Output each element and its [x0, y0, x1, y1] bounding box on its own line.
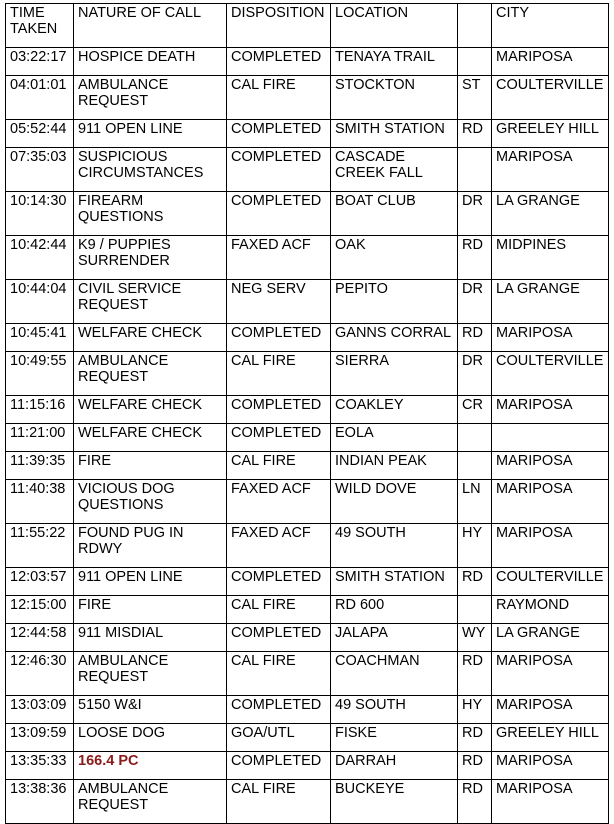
time-taken-cell: 10:14:30	[6, 192, 74, 236]
nature-of-call-cell: FOUND PUG IN RDWY	[74, 524, 227, 568]
disposition-cell: COMPLETED	[227, 324, 331, 352]
street-suffix-cell: DR	[458, 192, 492, 236]
street-suffix-cell: RD	[458, 324, 492, 352]
location-cell: CASCADE CREEK FALL	[331, 148, 458, 192]
city-cell	[492, 424, 609, 452]
header-nature-of-call: NATURE OF CALL	[74, 4, 227, 48]
nature-of-call-cell: AMBULANCE REQUEST	[74, 780, 227, 824]
disposition-cell: CAL FIRE	[227, 596, 331, 624]
time-taken-cell: 12:44:58	[6, 624, 74, 652]
disposition-cell: COMPLETED	[227, 696, 331, 724]
time-taken-cell: 05:52:44	[6, 120, 74, 148]
time-taken-cell: 11:39:35	[6, 452, 74, 480]
street-suffix-cell: RD	[458, 652, 492, 696]
time-taken-cell: 10:42:44	[6, 236, 74, 280]
header-city: CITY	[492, 4, 609, 48]
location-cell: STOCKTON	[331, 76, 458, 120]
time-taken-cell: 03:22:17	[6, 48, 74, 76]
location-cell: BOAT CLUB	[331, 192, 458, 236]
street-suffix-cell: WY	[458, 624, 492, 652]
city-cell: GREELEY HILL	[492, 724, 609, 752]
header-disposition: DISPOSITION	[227, 4, 331, 48]
nature-of-call-cell: AMBULANCE REQUEST	[74, 76, 227, 120]
city-cell: COULTERVILLE	[492, 76, 609, 120]
time-taken-cell: 13:09:59	[6, 724, 74, 752]
location-cell: 49 SOUTH	[331, 696, 458, 724]
disposition-cell: COMPLETED	[227, 424, 331, 452]
street-suffix-cell: DR	[458, 352, 492, 396]
city-cell: MARIPOSA	[492, 396, 609, 424]
table-row	[6, 148, 609, 192]
disposition-cell: NEG SERV	[227, 280, 331, 324]
street-suffix-cell: HY	[458, 696, 492, 724]
table-row	[6, 76, 609, 120]
nature-of-call-cell: CIVIL SERVICE REQUEST	[74, 280, 227, 324]
disposition-cell: COMPLETED	[227, 396, 331, 424]
location-cell: COACHMAN	[331, 652, 458, 696]
table-row	[6, 48, 609, 76]
disposition-cell: COMPLETED	[227, 48, 331, 76]
table-row	[6, 652, 609, 696]
street-suffix-cell: CR	[458, 396, 492, 424]
city-cell: MIDPINES	[492, 236, 609, 280]
street-suffix-cell: RD	[458, 724, 492, 752]
table-row	[6, 568, 609, 596]
city-cell: LA GRANGE	[492, 192, 609, 236]
time-taken-cell: 12:46:30	[6, 652, 74, 696]
location-cell: OAK	[331, 236, 458, 280]
city-cell: MARIPOSA	[492, 480, 609, 524]
city-cell: MARIPOSA	[492, 652, 609, 696]
disposition-cell: COMPLETED	[227, 192, 331, 236]
street-suffix-cell: HY	[458, 524, 492, 568]
street-suffix-cell	[458, 424, 492, 452]
disposition-cell: CAL FIRE	[227, 76, 331, 120]
disposition-cell: FAXED ACF	[227, 480, 331, 524]
city-cell: LA GRANGE	[492, 280, 609, 324]
nature-of-call-cell: FIREARM QUESTIONS	[74, 192, 227, 236]
header-street-suffix	[458, 4, 492, 48]
city-cell: LA GRANGE	[492, 624, 609, 652]
time-taken-cell: 11:21:00	[6, 424, 74, 452]
city-cell: MARIPOSA	[492, 324, 609, 352]
city-cell: GREELEY HILL	[492, 120, 609, 148]
location-cell: GANNS CORRAL	[331, 324, 458, 352]
location-cell: COAKLEY	[331, 396, 458, 424]
table-row	[6, 424, 609, 452]
city-cell: MARIPOSA	[492, 752, 609, 780]
location-cell: SMITH STATION	[331, 120, 458, 148]
header-row	[6, 4, 609, 48]
location-cell: PEPITO	[331, 280, 458, 324]
nature-of-call-cell: AMBULANCE REQUEST	[74, 652, 227, 696]
location-cell: TENAYA TRAIL	[331, 48, 458, 76]
call-log-table	[5, 3, 609, 824]
location-cell: JALAPA	[331, 624, 458, 652]
nature-of-call-cell: 5150 W&I	[74, 696, 227, 724]
street-suffix-cell	[458, 48, 492, 76]
location-cell: FISKE	[331, 724, 458, 752]
city-cell: MARIPOSA	[492, 148, 609, 192]
header-time-taken: TIME TAKEN	[6, 4, 74, 48]
table-row	[6, 352, 609, 396]
street-suffix-cell: RD	[458, 120, 492, 148]
nature-of-call-cell: WELFARE CHECK	[74, 424, 227, 452]
location-cell: BUCKEYE	[331, 780, 458, 824]
table-row	[6, 780, 609, 824]
table-row	[6, 452, 609, 480]
location-cell: RD 600	[331, 596, 458, 624]
street-suffix-cell: RD	[458, 780, 492, 824]
location-cell: EOLA	[331, 424, 458, 452]
table-row	[6, 192, 609, 236]
disposition-cell: CAL FIRE	[227, 352, 331, 396]
location-cell: SMITH STATION	[331, 568, 458, 596]
disposition-cell: COMPLETED	[227, 148, 331, 192]
disposition-cell: FAXED ACF	[227, 236, 331, 280]
time-taken-cell: 13:35:33	[6, 752, 74, 780]
disposition-cell: CAL FIRE	[227, 652, 331, 696]
disposition-cell: COMPLETED	[227, 120, 331, 148]
city-cell: MARIPOSA	[492, 780, 609, 824]
time-taken-cell: 11:40:38	[6, 480, 74, 524]
city-cell: MARIPOSA	[492, 524, 609, 568]
street-suffix-cell: RD	[458, 568, 492, 596]
nature-of-call-cell: K9 / PUPPIES SURRENDER	[74, 236, 227, 280]
time-taken-cell: 10:45:41	[6, 324, 74, 352]
disposition-cell: COMPLETED	[227, 568, 331, 596]
header-location: LOCATION	[331, 4, 458, 48]
time-taken-cell: 07:35:03	[6, 148, 74, 192]
table-row	[6, 524, 609, 568]
location-cell: WILD DOVE	[331, 480, 458, 524]
disposition-cell: CAL FIRE	[227, 780, 331, 824]
location-cell: SIERRA	[331, 352, 458, 396]
street-suffix-cell: ST	[458, 76, 492, 120]
nature-of-call-cell: LOOSE DOG	[74, 724, 227, 752]
time-taken-cell: 13:38:36	[6, 780, 74, 824]
table-row	[6, 120, 609, 148]
street-suffix-cell	[458, 148, 492, 192]
city-cell: MARIPOSA	[492, 452, 609, 480]
table-row	[6, 324, 609, 352]
table-row	[6, 480, 609, 524]
street-suffix-cell: LN	[458, 480, 492, 524]
nature-of-call-cell: HOSPICE DEATH	[74, 48, 227, 76]
city-cell: MARIPOSA	[492, 696, 609, 724]
street-suffix-cell: DR	[458, 280, 492, 324]
time-taken-cell: 12:03:57	[6, 568, 74, 596]
table-row	[6, 280, 609, 324]
table-row	[6, 752, 609, 780]
street-suffix-cell: RD	[458, 236, 492, 280]
time-taken-cell: 10:44:04	[6, 280, 74, 324]
nature-of-call-cell: WELFARE CHECK	[74, 324, 227, 352]
city-cell: RAYMOND	[492, 596, 609, 624]
nature-of-call-cell: FIRE	[74, 596, 227, 624]
nature-of-call-cell: 911 MISDIAL	[74, 624, 227, 652]
city-cell: COULTERVILLE	[492, 568, 609, 596]
time-taken-cell: 11:55:22	[6, 524, 74, 568]
nature-of-call-cell: VICIOUS DOG QUESTIONS	[74, 480, 227, 524]
time-taken-cell: 10:49:55	[6, 352, 74, 396]
nature-of-call-cell: FIRE	[74, 452, 227, 480]
disposition-cell: FAXED ACF	[227, 524, 331, 568]
nature-of-call-cell: 911 OPEN LINE	[74, 120, 227, 148]
nature-of-call-cell: SUSPICIOUS CIRCUMSTANCES	[74, 148, 227, 192]
location-cell: INDIAN PEAK	[331, 452, 458, 480]
table-row	[6, 624, 609, 652]
nature-of-call-cell: WELFARE CHECK	[74, 396, 227, 424]
nature-of-call-cell: AMBULANCE REQUEST	[74, 352, 227, 396]
city-cell: COULTERVILLE	[492, 352, 609, 396]
table-row	[6, 724, 609, 752]
street-suffix-cell: RD	[458, 752, 492, 780]
disposition-cell: GOA/UTL	[227, 724, 331, 752]
disposition-cell: COMPLETED	[227, 752, 331, 780]
street-suffix-cell	[458, 452, 492, 480]
time-taken-cell: 11:15:16	[6, 396, 74, 424]
time-taken-cell: 13:03:09	[6, 696, 74, 724]
table-row	[6, 236, 609, 280]
nature-of-call-cell: 911 OPEN LINE	[74, 568, 227, 596]
location-cell: 49 SOUTH	[331, 524, 458, 568]
disposition-cell: COMPLETED	[227, 624, 331, 652]
location-cell: DARRAH	[331, 752, 458, 780]
table-row	[6, 696, 609, 724]
disposition-cell: CAL FIRE	[227, 452, 331, 480]
table-row	[6, 396, 609, 424]
city-cell: MARIPOSA	[492, 48, 609, 76]
time-taken-cell: 12:15:00	[6, 596, 74, 624]
time-taken-cell: 04:01:01	[6, 76, 74, 120]
street-suffix-cell	[458, 596, 492, 624]
nature-of-call-cell: 166.4 PC	[74, 752, 227, 780]
table-row	[6, 596, 609, 624]
